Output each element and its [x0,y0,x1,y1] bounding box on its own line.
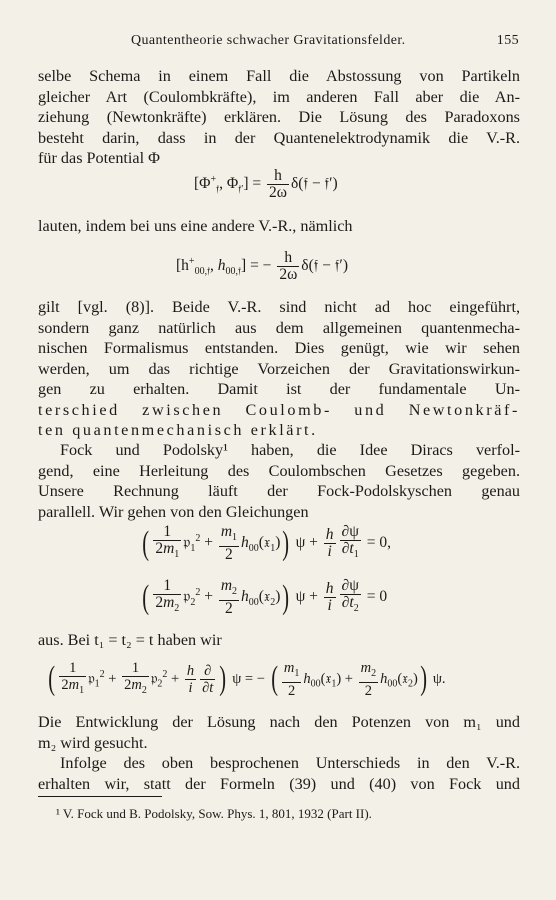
paragraph-1 [38,66,520,169]
equation-3: ( $\frac{1}{2m_1}$ 𝔭$_1^2$ + $\frac{m_1}{2}$ $h_{00}(𝔵_1)$) ψ + $\frac{h}{i}$ $\frac{\partial\psi}{\partial t_1}$ = 0, [142,523,392,564]
text-line: m₂ wird gesucht. [38,733,148,752]
eq1-delta: δ(𝔣 − 𝔣′) [291,175,338,193]
text-line: sondern ganz natürlich aus dem allgemeinen quantenmecha- [38,318,520,337]
text-line: parallell. Wir gehen von den Gleichungen [38,502,309,521]
eq2-lhs: [h [176,257,189,275]
paragraph-5 [38,630,520,651]
paragraph-4 [38,440,520,522]
text-line: Infolge des oben besprochenen Unterschieds in den V.-R. [60,754,520,772]
text-line: lauten, indem bei uns eine andere V.-R., nämlich [38,217,353,235]
text-line: ziehung (Newtonkräfte) erklären. Die Lösung des Paradoxons [38,108,520,126]
text-line: gend, eine Herleitung des Coulombschen Gesetzes gegeben. [38,461,520,480]
running-title: Quantentheorie schwacher Gravitationsfelder. [131,33,406,48]
footnote-rule [38,796,162,797]
equation-1: [$\Phi^+_𝔣$, $\Phi_{𝔣'}$] = $\frac{h}{2\omega}$ δ(𝔣 − 𝔣′) [194,167,338,201]
footnote: ¹ V. Fock und B. Podolsky, Sow. Phys. 1, 801, 1932 (Part II). [56,806,372,821]
text-line: gilt [vgl. (8)]. Beide V.-R. sind nicht ad hoc eingeführt, [38,298,520,316]
running-header [131,33,519,49]
text-line: besteht darin, dass in der Quantenelektrodynamik die V.-R. [38,128,520,147]
paragraph-6 [38,712,520,794]
equation-5: ( $\frac{1}{2m_1}$ 𝔭$_1^2$ + $\frac{1}{2m_2}$ 𝔭$_2^2$ + $\frac{h}{i}$ $\frac{\partial}{\partial t}$ ) ψ = − ( $\frac{m_1}{2}$ $h_{00}(𝔵_1)$ + $\frac{m_2}{2}$ $h_{00}(𝔵_2)$) ψ. [48,660,446,699]
eq1-fraction: $\frac{h}{2\omega}$ [269,167,287,201]
text-line: für das Potential Φ [38,149,160,167]
text-line: Fock und Podolsky¹ haben, die Idee Diracs verfol- [60,441,520,459]
equation-4: ( $\frac{1}{2m_2}$ 𝔭$_2^2$ + $\frac{m_2}{2}$ $h_{00}(𝔵_2)$) ψ + $\frac{h}{i}$ $\frac{\partial\psi}{\partial t_2}$ = 0 [142,577,388,618]
text-line: Die Entwicklung der Lösung nach den Potenzen von m₁ und [38,713,520,731]
eq4-end: = 0 [366,588,388,606]
paragraph-2 [38,216,520,237]
equation-2: [$h^+_{00,𝔣}$, $h_{00,𝔣}$] = − $\frac{h}{2\omega}$ δ(𝔣 − 𝔣′) [176,249,348,283]
text-line: terschied zwischen Coulomb- und Newtonkräf- [38,400,520,419]
text-line: gleicher Art (Coulombkräfte), im anderen Fall aber die An- [38,87,520,106]
eq2-rhs: ] = − [241,257,276,275]
eq1-rhs: ] = [243,175,266,193]
text-line: werden, um das richtige Vorzeichen der Gravitationswirkun- [38,359,520,378]
text-line: aus. Bei t₁ = t₂ = t haben wir [38,631,222,649]
page-number: 155 [496,33,519,48]
text-line: gen zu erhalten. Damit ist der fundamentale Un- [38,380,520,398]
eq2-fraction: $\frac{h}{2\omega}$ [279,249,298,283]
eq3-end: = 0, [366,534,392,552]
text-line: nischen Formalismus entstanden. Dies genügt, wie wir sehen [38,339,520,357]
eq1-lhs: [Φ [194,175,211,193]
text-line: erhalten wir, statt der Formeln (39) und (40) von Fock und [38,774,520,793]
paragraph-3 [38,297,520,441]
eq2-delta: δ(𝔣 − 𝔣′) [301,257,348,275]
text-line: selbe Schema in einem Fall die Abstossung von Partikeln [38,67,520,85]
text-line: Unsere Rechnung läuft der Fock-Podolskyschen genau [38,482,520,500]
text-line: ten quantenmechanisch erklärt. [38,421,318,439]
